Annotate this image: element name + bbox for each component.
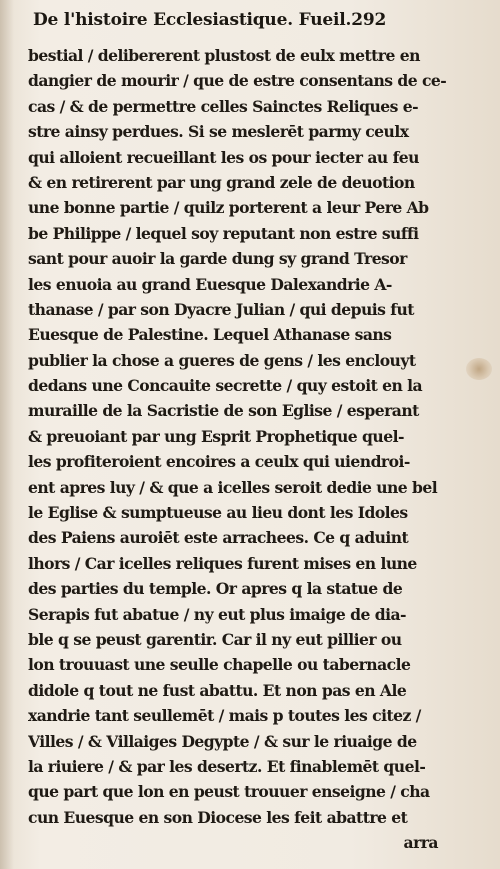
text-line: une bonne partie / quilz porterent a leur Pere Ab <box>28 198 429 218</box>
text-line: didole q tout ne fust abattu. Et non pas en Ale <box>28 680 407 700</box>
text-line: le Eglise & sumptueuse au lieu dont les Idoles <box>28 503 408 523</box>
text-line: xandrie tant seullemēt / mais p toutes les citez / <box>28 706 421 726</box>
text-line: dangier de mourir / que de estre consentans de ce- <box>28 71 447 91</box>
text-line: publier la chose a gueres de gens / les enclouyt <box>28 350 416 370</box>
text-line: & en retirerent par ung grand zele de deuotion <box>28 172 415 192</box>
text-line: & preuoiant par ung Esprit Prophetique quel- <box>28 426 404 446</box>
text-line: muraille de la Sacristie de son Eglise / esperant <box>28 401 419 421</box>
text-line: sant pour auoir la garde dung sy grand Tresor <box>28 249 407 269</box>
text-line: des Paiens auroiēt este arrachees. Ce q aduint <box>28 528 409 548</box>
text-line: be Philippe / lequel soy reputant non estre suffi <box>28 223 419 243</box>
text-line: que part que lon en peust trouuer enseigne / cha <box>28 782 430 802</box>
text-line: des parties du temple. Or apres q la statue de <box>28 579 403 599</box>
text-line: Euesque de Palestine. Lequel Athanase sans <box>28 325 392 345</box>
catchword: arra <box>403 833 438 853</box>
text-line: qui alloient recueillant les os pour iecter au feu <box>28 147 419 167</box>
text-line: Villes / & Villaiges Degypte / & sur le riuaige de <box>28 731 417 751</box>
body-text <box>28 43 476 856</box>
text-line: dedans une Concauite secrette / quy estoit en la <box>28 376 423 396</box>
page-gutter-shadow <box>0 0 14 869</box>
text-line: la riuiere / & par les desertz. Et finablemēt quel- <box>28 756 426 776</box>
text-line: bestial / delibererent plustost de eulx mettre en <box>28 46 420 65</box>
text-line: cun Euesque en son Diocese les feit abattre et <box>28 807 408 827</box>
text-line: Serapis fut abatue / ny eut plus imaige de dia- <box>28 604 406 624</box>
running-head: De l'histoire Ecclesiastique. Fueil.292 <box>33 10 387 30</box>
text-line: thanase / par son Dyacre Julian / qui depuis fut <box>28 299 414 319</box>
text-line: stre ainsy perdues. Si se meslerēt parmy ceulx <box>28 122 409 142</box>
text-line: les enuoia au grand Euesque Dalexandrie A- <box>28 274 392 294</box>
text-line: lon trouuast une seulle chapelle ou tabernacle <box>28 655 411 675</box>
text-line: cas / & de permettre celles Sainctes Reliques e- <box>28 96 419 116</box>
text-line: lhors / Car icelles reliques furent mises en lune <box>28 553 417 573</box>
text-line: les profiteroient encoires a ceulx qui uiendroi- <box>28 452 410 472</box>
text-line: ent apres luy / & que a icelles seroit dedie une bel <box>28 477 438 497</box>
text-line: ble q se peust garentir. Car il ny eut pillier ou <box>28 629 402 649</box>
